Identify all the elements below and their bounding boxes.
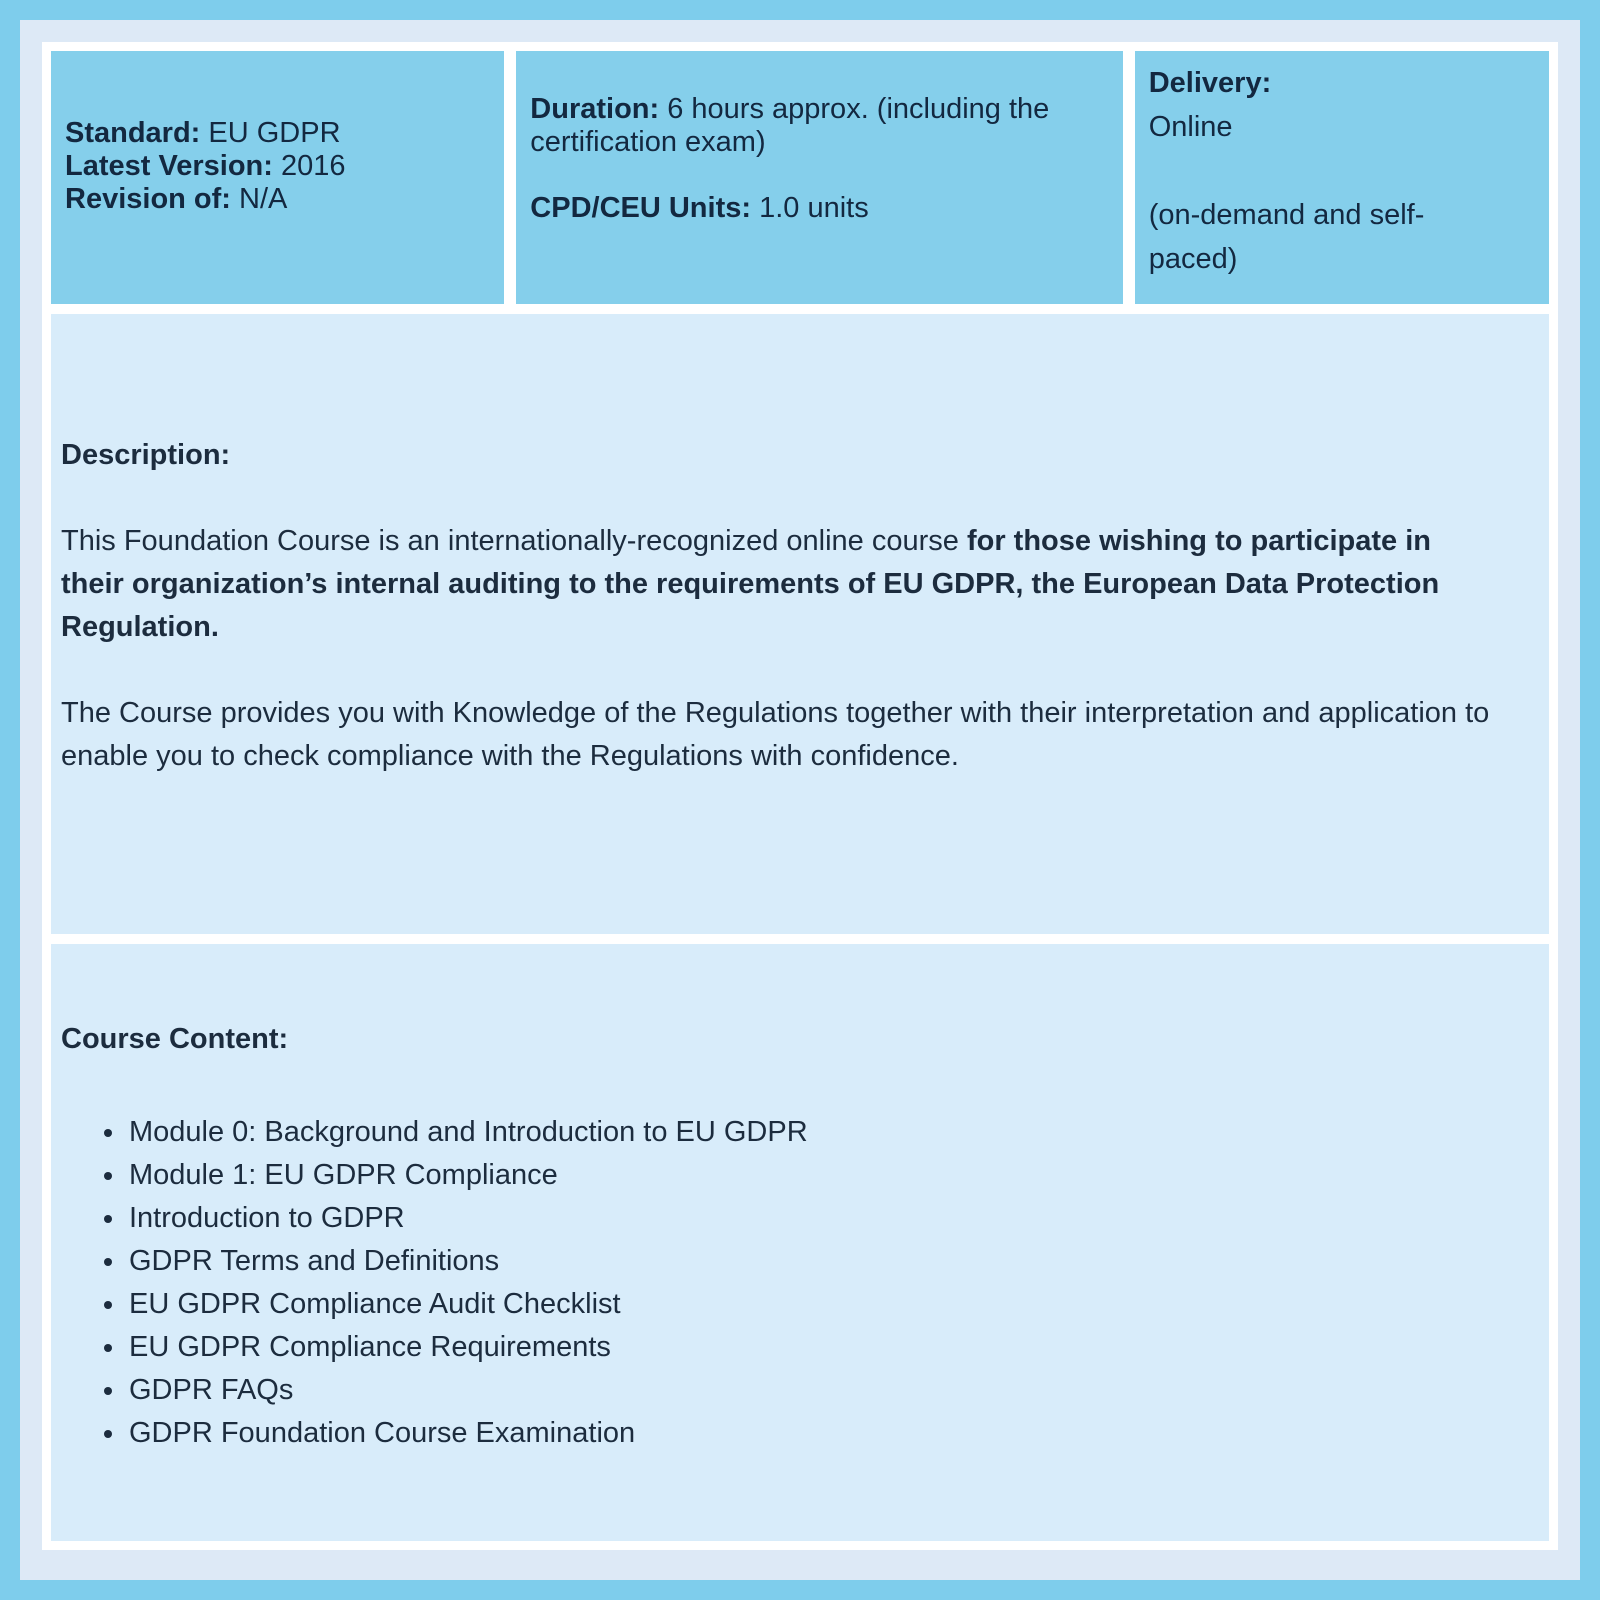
course-info-table (42, 42, 1558, 1550)
page-background (20, 20, 1580, 1580)
delivery-note: (on-demand and self-paced) (1148, 199, 1425, 275)
delivery-value-line (1149, 105, 1469, 149)
description-p1-regular: This Foundation Course is an internationally-recognized online course (61, 525, 967, 557)
latest-version-value: 2016 (280, 150, 346, 182)
cpd-ceu-line (530, 192, 1094, 225)
course-content-item: • Module 0: Background and Introduction to EU GDPR (127, 1111, 1499, 1154)
standard-label: Standard: (65, 117, 201, 149)
course-content-item: • EU GDPR Compliance Requirements (127, 1326, 1499, 1369)
description-paragraph-2: The Course provides you with Knowledge of the Regulations together with their interpretation and application to enable you to check compliance with the Regulations with confidence. (61, 697, 1490, 772)
revision-of-label: Revision of: (65, 183, 231, 215)
course-content-item: • GDPR Terms and Definitions (127, 1240, 1499, 1283)
standard-value: EU GDPR (208, 117, 341, 149)
standard-cell (51, 51, 504, 304)
description-heading: Description: (61, 439, 231, 471)
latest-version-label: Latest Version: (65, 150, 273, 182)
cpd-ceu-value: 1.0 units (759, 192, 869, 224)
latest-version-line (65, 150, 494, 183)
delivery-label: Delivery: (1148, 67, 1272, 99)
course-content-item: • Introduction to GDPR (127, 1197, 1499, 1240)
course-content-item: • GDPR Foundation Course Examination (127, 1412, 1499, 1455)
description-section (51, 314, 1549, 934)
duration-cell (516, 51, 1122, 304)
course-content-item: • GDPR FAQs (127, 1369, 1499, 1412)
course-content-heading: Course Content: (61, 1023, 289, 1055)
duration-line (530, 93, 1094, 159)
duration-label: Duration: (530, 93, 660, 125)
description-p1-bold: for those wishing to participate in their organization’s internal auditing to the requirements of EU GDPR, the European Data Protection Regulation. (61, 525, 1440, 643)
revision-of-line (65, 183, 494, 216)
course-content-item: • EU GDPR Compliance Audit Checklist (127, 1283, 1499, 1326)
standard-line (65, 117, 494, 150)
description-paragraph-1 (61, 520, 1499, 649)
revision-of-value: N/A (239, 183, 288, 215)
duration-value: 6 hours approx. (including the certification exam) (530, 93, 1050, 158)
delivery-cell (1135, 51, 1549, 304)
delivery-value: Online (1148, 111, 1233, 143)
cpd-ceu-label: CPD/CEU Units: (530, 192, 752, 224)
course-content-item: • Module 1: EU GDPR Compliance (127, 1154, 1499, 1197)
course-content-section (51, 944, 1549, 1541)
delivery-label-line (1149, 61, 1469, 105)
course-content-list (61, 1111, 1499, 1455)
